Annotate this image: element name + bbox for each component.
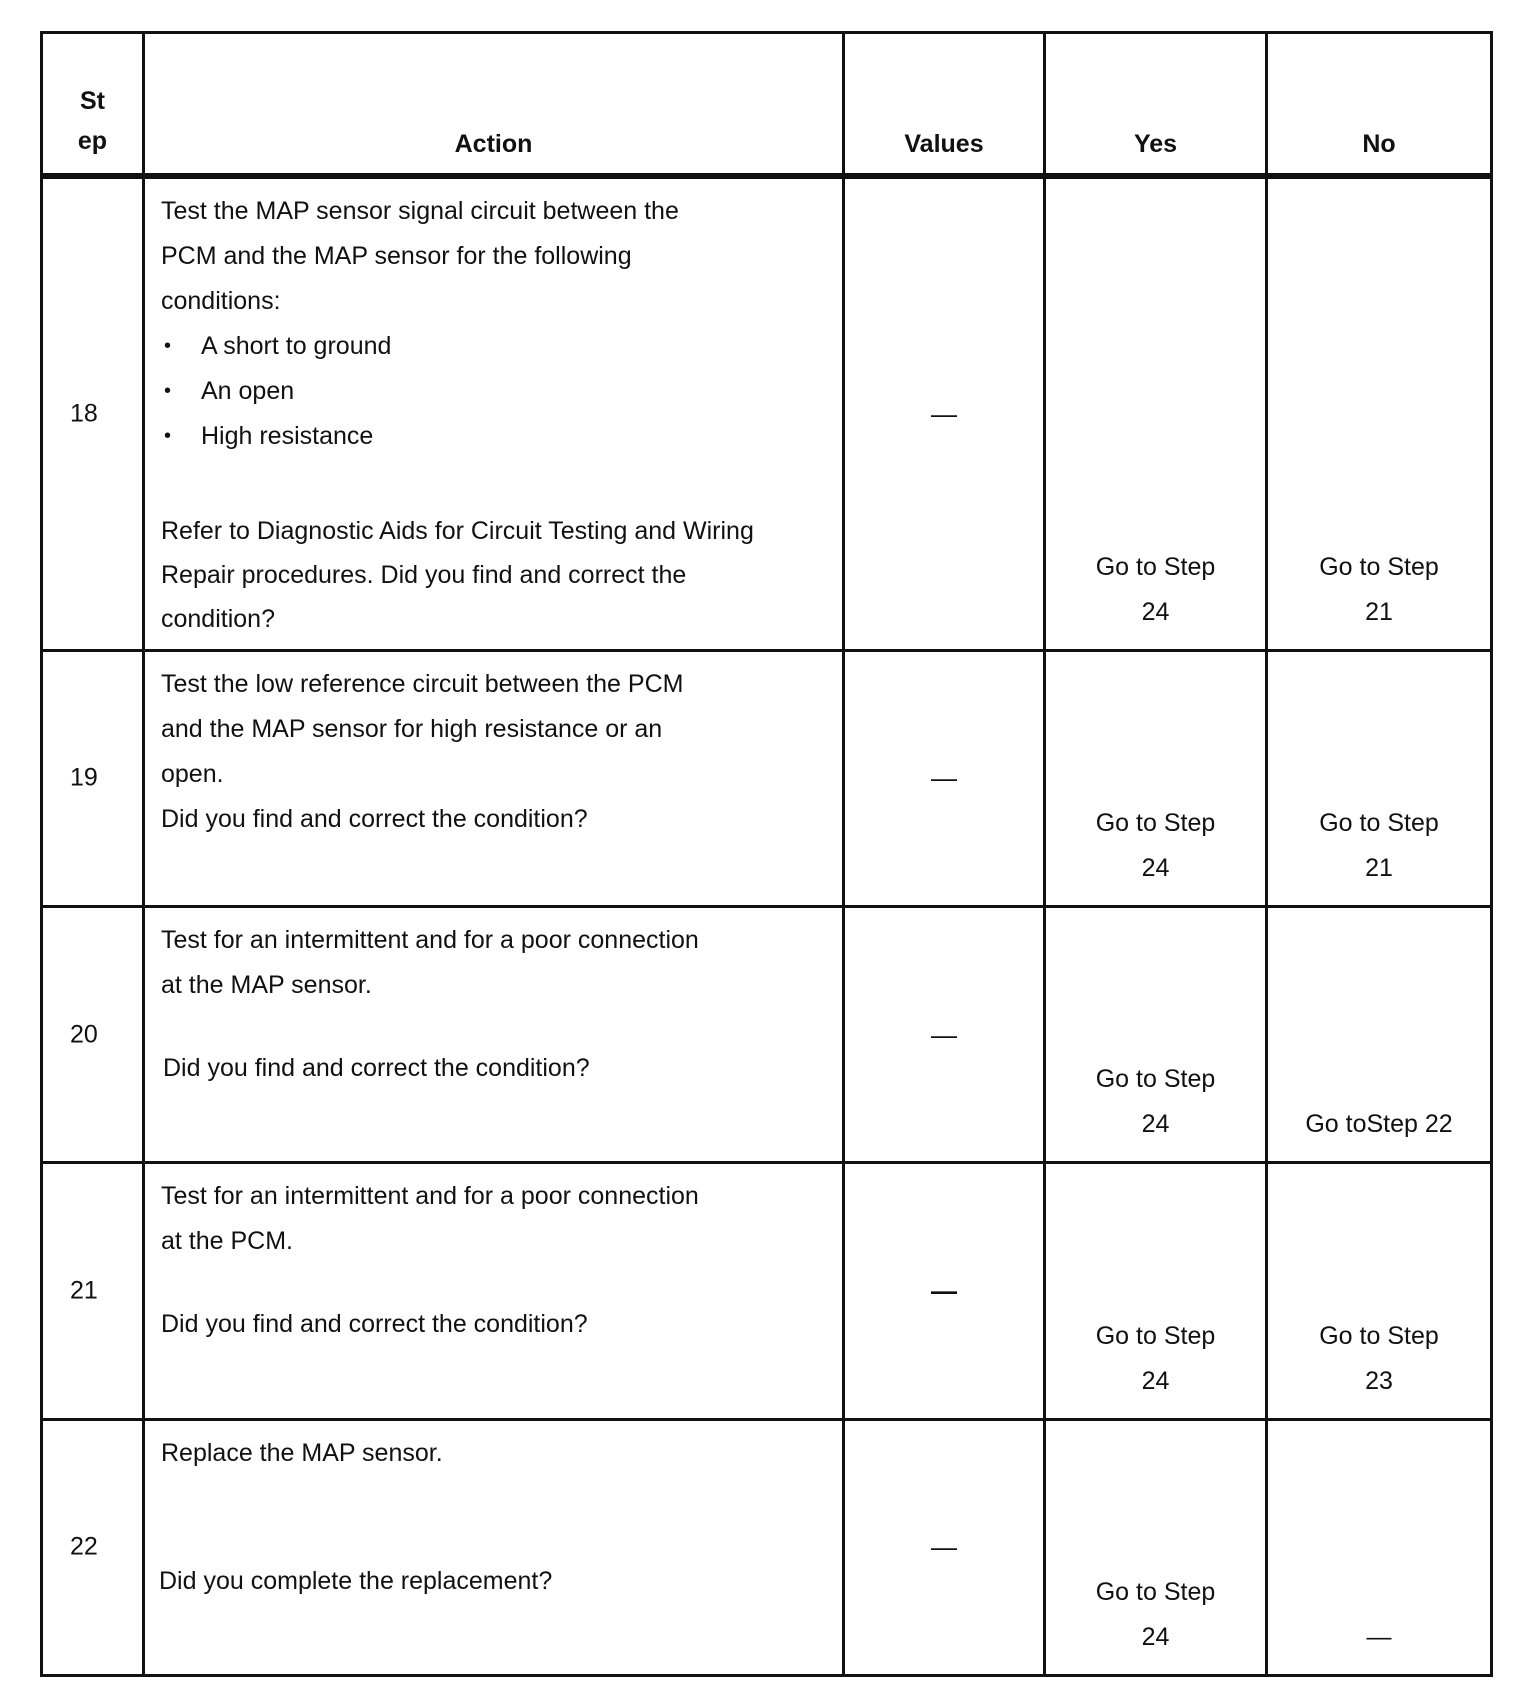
action-line: conditions: [161, 286, 281, 315]
yes-goto: Go to Step 24 [1095, 1321, 1216, 1395]
list-item: • High resistance [161, 414, 850, 459]
table-row [42, 907, 1492, 1163]
no-cell [1267, 650, 1492, 906]
action-cell [144, 907, 844, 1163]
values-dash: — [931, 762, 957, 793]
step-number: 21 [70, 1276, 98, 1305]
header-step: St ep [42, 33, 144, 176]
action-line: at the PCM. [161, 1227, 293, 1256]
values-cell [844, 1163, 1045, 1419]
values-dash: — [931, 1531, 957, 1562]
action-line: open. [161, 759, 224, 788]
values-dash: — [931, 1275, 957, 1306]
no-goto: Go to Step 21 [1319, 552, 1439, 626]
action-cell [144, 1163, 844, 1419]
yes-cell [1045, 176, 1267, 651]
step-cell [42, 176, 144, 651]
action-question: Did you find and correct the condition? [161, 1310, 588, 1339]
yes-cell [1045, 1163, 1267, 1419]
action-cell [144, 650, 844, 906]
condition-list [161, 324, 850, 459]
step-cell [42, 907, 144, 1163]
yes-goto: Go to Step 24 [1095, 1065, 1216, 1139]
header-values: Values [844, 33, 1045, 176]
action-cell [144, 176, 844, 651]
action-line: at the MAP sensor. [161, 971, 372, 1000]
action-line: and the MAP sensor for high resistance or an [161, 714, 663, 743]
step-cell [42, 1419, 144, 1675]
yes-goto: Go to Step 24 [1095, 809, 1216, 883]
no-goto: Go to Step 23 [1319, 1321, 1439, 1395]
step-number: 22 [70, 1532, 98, 1561]
table-row [42, 1419, 1492, 1675]
yes-cell [1045, 650, 1267, 906]
action-line: Test for an intermittent and for a poor connection [161, 1182, 699, 1211]
table-row [42, 650, 1492, 906]
step-number: 20 [70, 1020, 98, 1049]
action-line: Test the MAP sensor signal circuit between the [161, 196, 679, 225]
action-line: Did you find and correct the condition? [161, 804, 588, 833]
header-no: No [1267, 33, 1492, 176]
values-dash: — [931, 398, 957, 429]
action-cell [144, 1419, 844, 1675]
no-goto: Go toStep 22 [1305, 1110, 1453, 1139]
action-question: Did you find and correct the condition? [163, 1054, 590, 1083]
list-item: • An open [161, 369, 850, 414]
no-cell [1267, 907, 1492, 1163]
action-line: Test for an intermittent and for a poor connection [161, 926, 699, 955]
no-cell [1267, 176, 1492, 651]
action-line: condition? [161, 604, 275, 633]
values-cell [844, 1419, 1045, 1675]
action-line: Refer to Diagnostic Aids for Circuit Testing and Wiring [161, 516, 754, 545]
diagnostic-table [40, 31, 1493, 1677]
header-yes: Yes [1045, 33, 1267, 176]
action-line: PCM and the MAP sensor for the following [161, 241, 632, 270]
table-row [42, 176, 1492, 651]
no-cell [1267, 1163, 1492, 1419]
step-cell [42, 1163, 144, 1419]
yes-goto: Go to Step 24 [1095, 1578, 1216, 1651]
yes-cell [1045, 1419, 1267, 1675]
step-cell [42, 650, 144, 906]
header-row [42, 33, 1492, 176]
values-cell [844, 650, 1045, 906]
no-cell [1267, 1419, 1492, 1675]
step-number: 18 [70, 399, 98, 428]
header-action: Action [144, 33, 844, 176]
step-number: 19 [70, 763, 98, 792]
values-cell [844, 176, 1045, 651]
action-line: Replace the MAP sensor. [161, 1438, 443, 1467]
yes-goto: Go to Step 24 [1095, 552, 1216, 626]
action-question: Did you complete the replacement? [159, 1566, 553, 1595]
yes-cell [1045, 907, 1267, 1163]
no-goto: — [1366, 1623, 1392, 1651]
action-line: Test the low reference circuit between the PCM [161, 669, 684, 698]
values-dash: — [931, 1019, 957, 1050]
list-item: • A short to ground [161, 324, 850, 369]
no-goto: Go to Step 21 [1319, 809, 1439, 883]
action-line: Repair procedures. Did you find and correct the [161, 560, 687, 589]
table-row [42, 1163, 1492, 1419]
values-cell [844, 907, 1045, 1163]
